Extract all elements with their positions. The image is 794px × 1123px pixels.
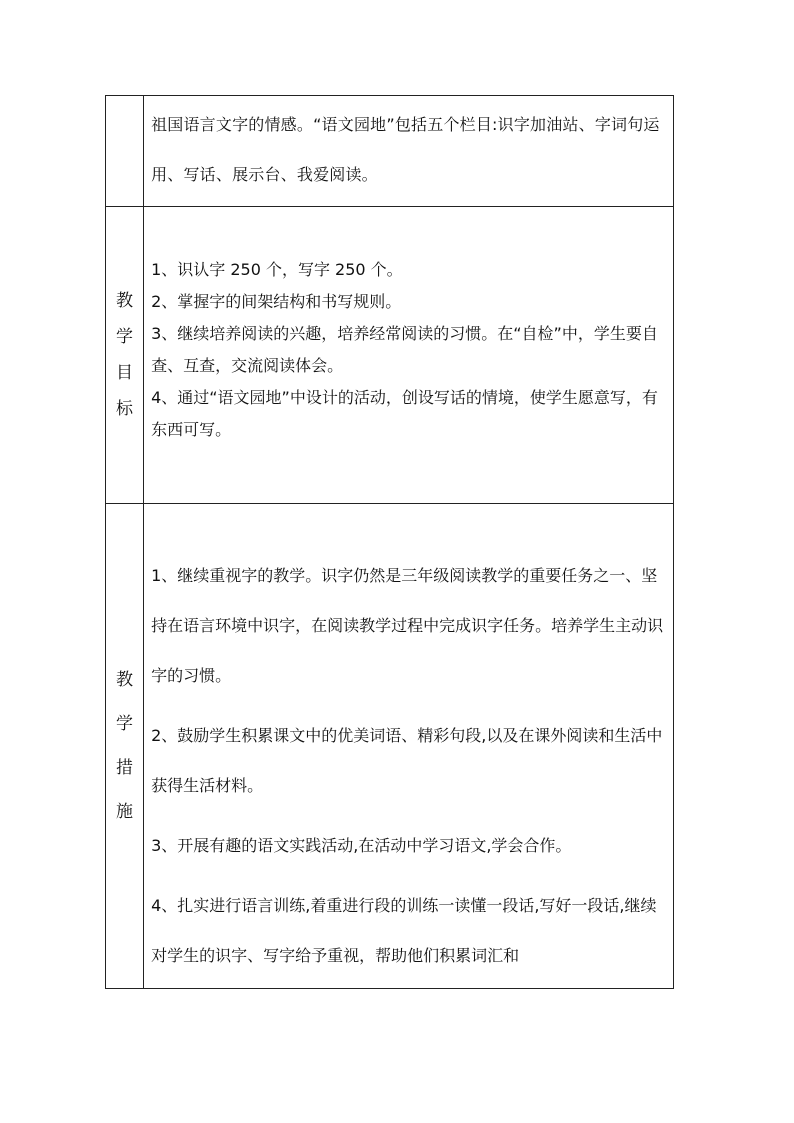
- goals-label-char: 教: [116, 291, 134, 311]
- measures-label-char: 施: [116, 802, 134, 822]
- goals-list: [151, 207, 669, 446]
- goal-item: 2、掌握字的间架结构和书写规则。: [151, 292, 402, 311]
- measures-row: [106, 504, 674, 989]
- measures-label-char: 学: [116, 714, 134, 734]
- intro-text: 祖国语言文字的情感。“语文园地”包括五个栏目:识字加油站、字词句运用、写话、展示台、我爱阅读。: [151, 115, 660, 184]
- measures-label: [106, 658, 143, 834]
- goals-label-cell: [106, 207, 144, 504]
- measure-item: 4、扎实进行语言训练,着重进行段的训练一读懂一段话,写好一段话,继续对学生的识字、写字给予重视，帮助他们积累词汇和: [151, 896, 657, 965]
- measures-label-char: 措: [116, 758, 134, 778]
- goal-item: 1、识认字 250 个，写字 250 个。: [151, 260, 403, 279]
- intro-label-cell: [106, 96, 144, 207]
- goals-label: [106, 283, 143, 427]
- goals-content-cell: [144, 207, 674, 504]
- measures-content-cell: [144, 504, 674, 989]
- intro-content-cell: [144, 96, 674, 207]
- goals-label-char: 标: [116, 399, 134, 419]
- intro-row: [106, 96, 674, 207]
- goal-item: 4、通过“语文园地”中设计的活动，创设写话的情境，使学生愿意写，有东西可写。: [151, 388, 658, 439]
- goals-row: [106, 207, 674, 504]
- measure-item: 2、鼓励学生积累课文中的优美词语、精彩句段,以及在课外阅读和生活中获得生活材料。: [151, 726, 663, 795]
- measures-label-char: 教: [116, 670, 134, 690]
- goal-item: 3、继续培养阅读的兴趣，培养经常阅读的习惯。在“自检”中，学生要自查、互查，交流阅读体会。: [151, 324, 658, 375]
- measure-item: 1、继续重视字的教学。识字仍然是三年级阅读教学的重要任务之一、坚持在语言环境中识字，在阅读教学过程中完成识字任务。培养学生主动识字的习惯。: [151, 566, 664, 685]
- measures-list: [151, 504, 669, 981]
- measures-label-cell: [106, 504, 144, 989]
- goals-label-char: 目: [116, 363, 134, 383]
- measure-item: 3、开展有趣的语文实践活动,在活动中学习语文,学会合作。: [151, 836, 572, 855]
- goals-label-char: 学: [116, 327, 134, 347]
- plan-table: [105, 95, 674, 989]
